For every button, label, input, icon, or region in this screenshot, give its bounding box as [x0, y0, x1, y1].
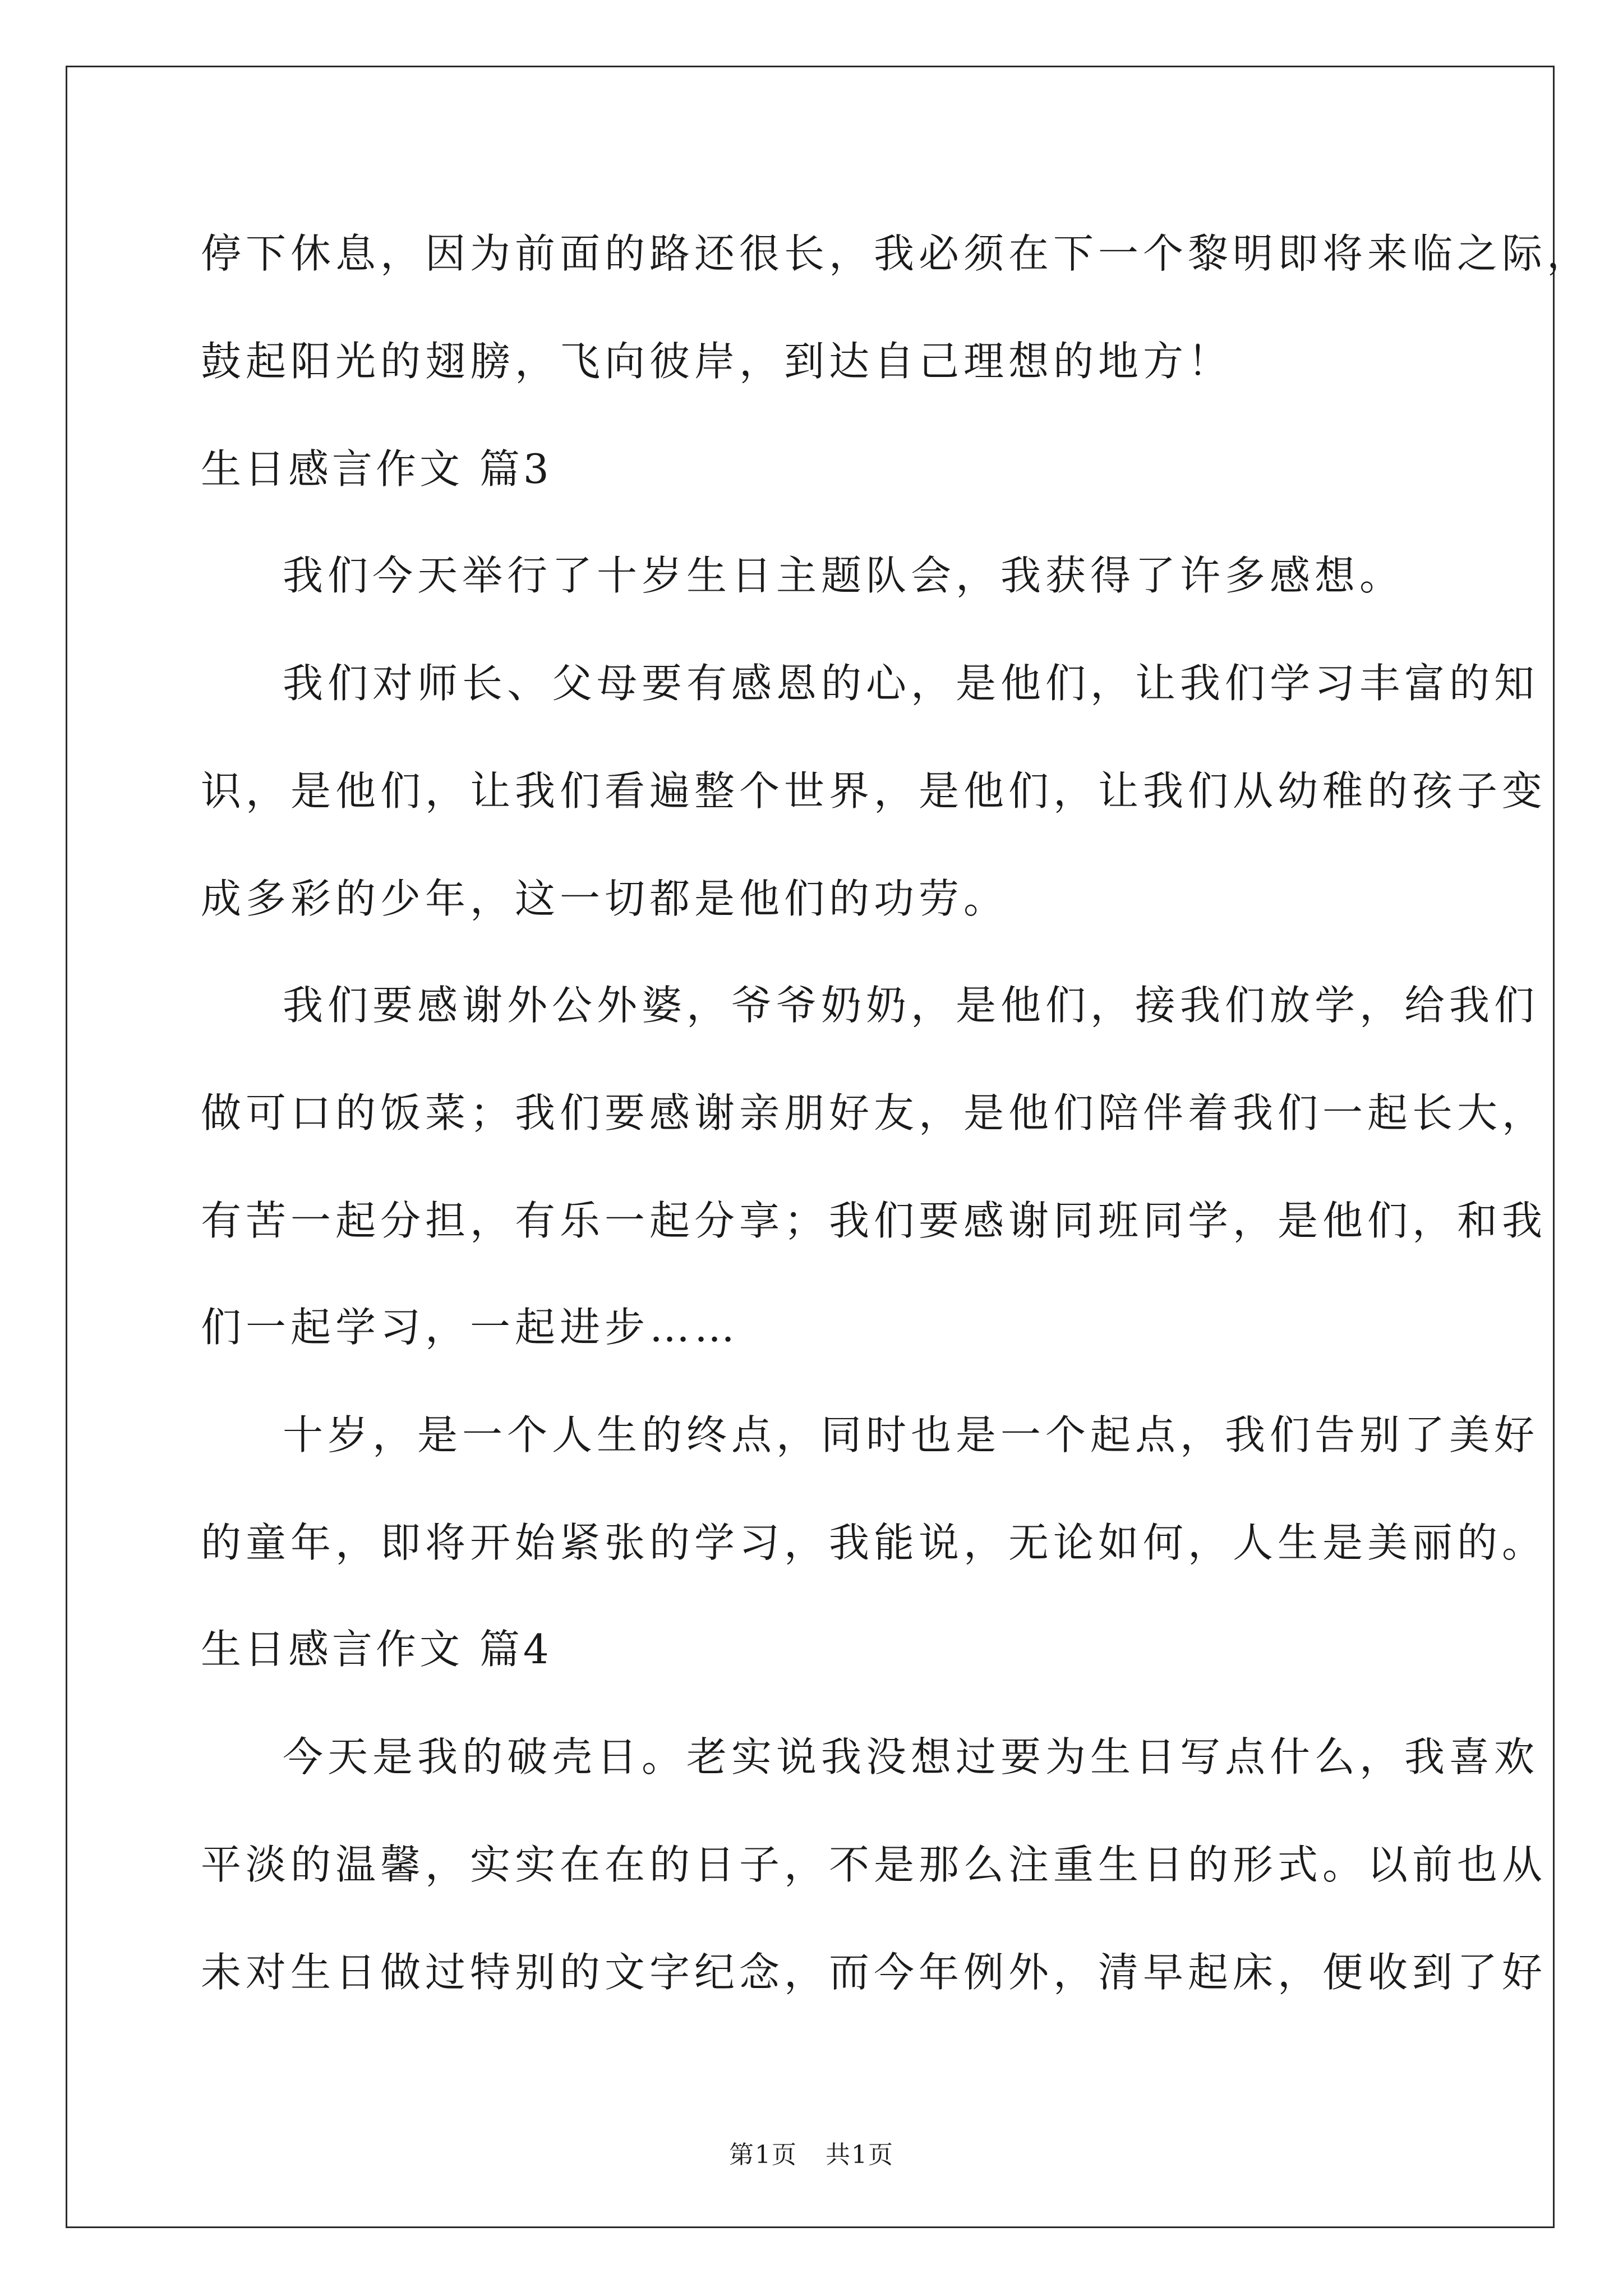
paragraph-line: 鼓起阳光的翅膀，飞向彼岸，到达自己理想的地方！: [201, 338, 1233, 385]
section-heading-3: 生日感言作文 篇3: [201, 445, 552, 493]
paragraph-line: 我们对师长、父母要有感恩的心，是他们，让我们学习丰富的知: [283, 660, 1539, 707]
paragraph-line: 我们今天举行了十岁生日主题队会，我获得了许多感想。: [283, 552, 1405, 599]
page-border: [66, 66, 1555, 2228]
section-heading-4: 生日感言作文 篇4: [201, 1626, 552, 1673]
paragraph-line: 做可口的饭菜；我们要感谢亲朋好友，是他们陪伴着我们一起长大，: [201, 1089, 1547, 1137]
paragraph-line: 有苦一起分担，有乐一起分享；我们要感谢同班同学，是他们，和我: [201, 1197, 1547, 1244]
paragraph-line: 今天是我的破壳日。老实说我没想过要为生日写点什么，我喜欢: [283, 1733, 1539, 1780]
paragraph-line: 成多彩的少年，这一切都是他们的功劳。: [201, 875, 1009, 922]
page-number: 第1页: [729, 2141, 797, 2169]
page-total: 共1页: [826, 2141, 894, 2169]
paragraph-line: 停下休息，因为前面的路还很长，我必须在下一个黎明即将来临之际，: [201, 230, 1592, 277]
paragraph-line: 未对生日做过特别的文字纪念，而今年例外，清早起床，便收到了好: [201, 1949, 1547, 1996]
page-footer: [0, 2134, 1623, 2170]
paragraph-line: 们一起学习，一起进步……: [201, 1304, 740, 1351]
paragraph-line: 的童年，即将开始紧张的学习，我能说，无论如何，人生是美丽的。: [201, 1519, 1547, 1566]
paragraph-line: 平淡的温馨，实实在在的日子，不是那么注重生日的形式。以前也从: [201, 1841, 1547, 1888]
paragraph-line: 十岁，是一个人生的终点，同时也是一个起点，我们告别了美好: [283, 1411, 1539, 1458]
paragraph-line: 识，是他们，让我们看遍整个世界，是他们，让我们从幼稚的孩子变: [201, 767, 1547, 815]
paragraph-line: 我们要感谢外公外婆，爷爷奶奶，是他们，接我们放学，给我们: [283, 982, 1539, 1029]
